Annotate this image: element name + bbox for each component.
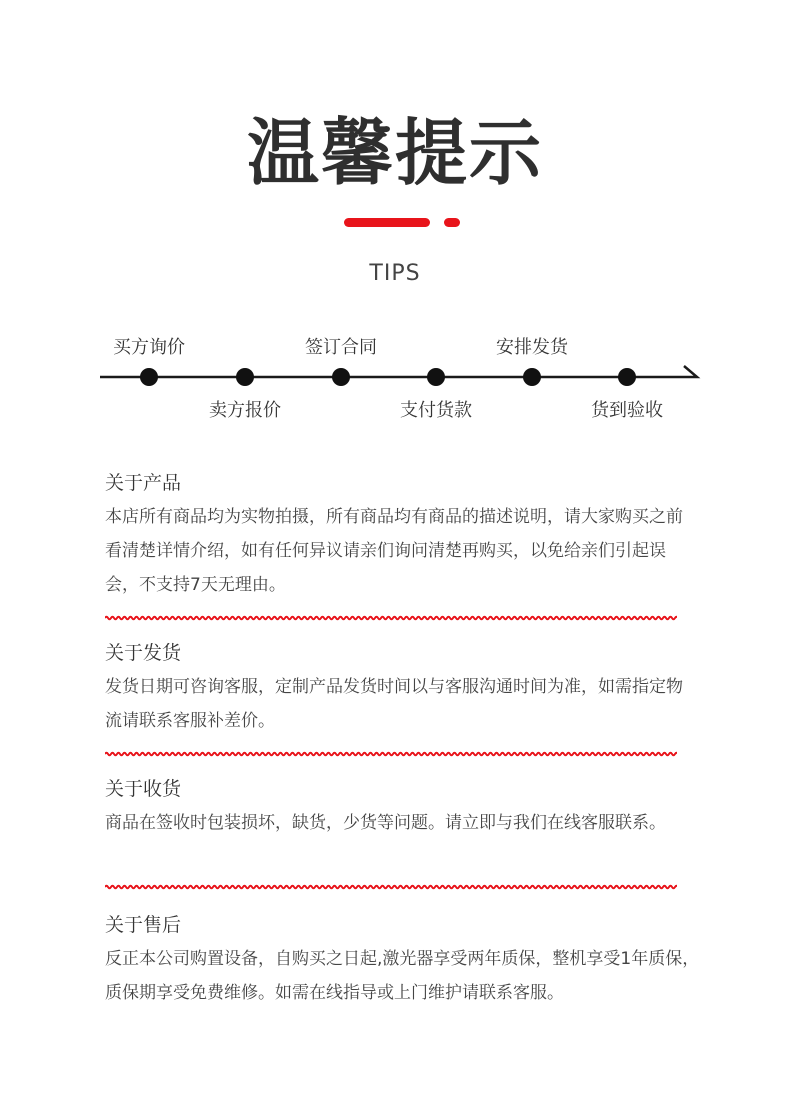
page-subtitle: TIPS — [369, 261, 421, 286]
section-heading: 关于发货 — [105, 642, 182, 664]
timeline-step-label: 签订合同 — [305, 337, 377, 358]
wavy-divider — [105, 751, 677, 757]
section-heading: 关于产品 — [105, 472, 182, 494]
page-title: 温馨提示 — [246, 111, 543, 195]
timeline-step-dot — [618, 368, 636, 386]
section-product — [105, 468, 705, 602]
timeline-step-label: 买方询价 — [113, 337, 185, 358]
process-timeline — [0, 0, 790, 440]
timeline-step-label: 支付货款 — [400, 400, 472, 421]
section-body: 商品在签收时包装损坏，缺货，少货等问题。请立即与我们在线客服联系。 — [105, 813, 666, 833]
timeline-step-dot — [523, 368, 541, 386]
wavy-divider — [105, 884, 677, 890]
section-body: 发货日期可咨询客服，定制产品发货时间以与客服沟通时间为准，如需指定物流请联系客服补差价。 — [105, 677, 683, 731]
section-body: 反正本公司购置设备，自购买之日起,激光器享受两年质保，整机享受1年质保，质保期享受免费维修。如需在线指导或上门维护请联系客服。 — [105, 949, 700, 1003]
section-heading: 关于收货 — [105, 778, 182, 800]
wavy-divider — [105, 615, 677, 621]
timeline-arrow-head — [684, 366, 697, 377]
timeline-step-label: 卖方报价 — [209, 400, 281, 421]
timeline-step-dot — [332, 368, 350, 386]
timeline-step-label: 安排发货 — [496, 337, 568, 358]
timeline-step-dot — [236, 368, 254, 386]
section-heading: 关于售后 — [105, 914, 182, 936]
timeline-step-dot — [140, 368, 158, 386]
section-receiving — [105, 774, 705, 840]
timeline-step-dot — [427, 368, 445, 386]
section-body: 本店所有商品均为实物拍摄，所有商品均有商品的描述说明，请大家购买之前看清楚详情介绍，如有任何异议请亲们询问清楚再购买，以免给亲们引起误会，不支持7天无理由。 — [105, 507, 683, 595]
section-shipping — [105, 638, 705, 738]
section-after-sales — [105, 910, 705, 1010]
timeline-step-label: 货到验收 — [591, 400, 663, 421]
